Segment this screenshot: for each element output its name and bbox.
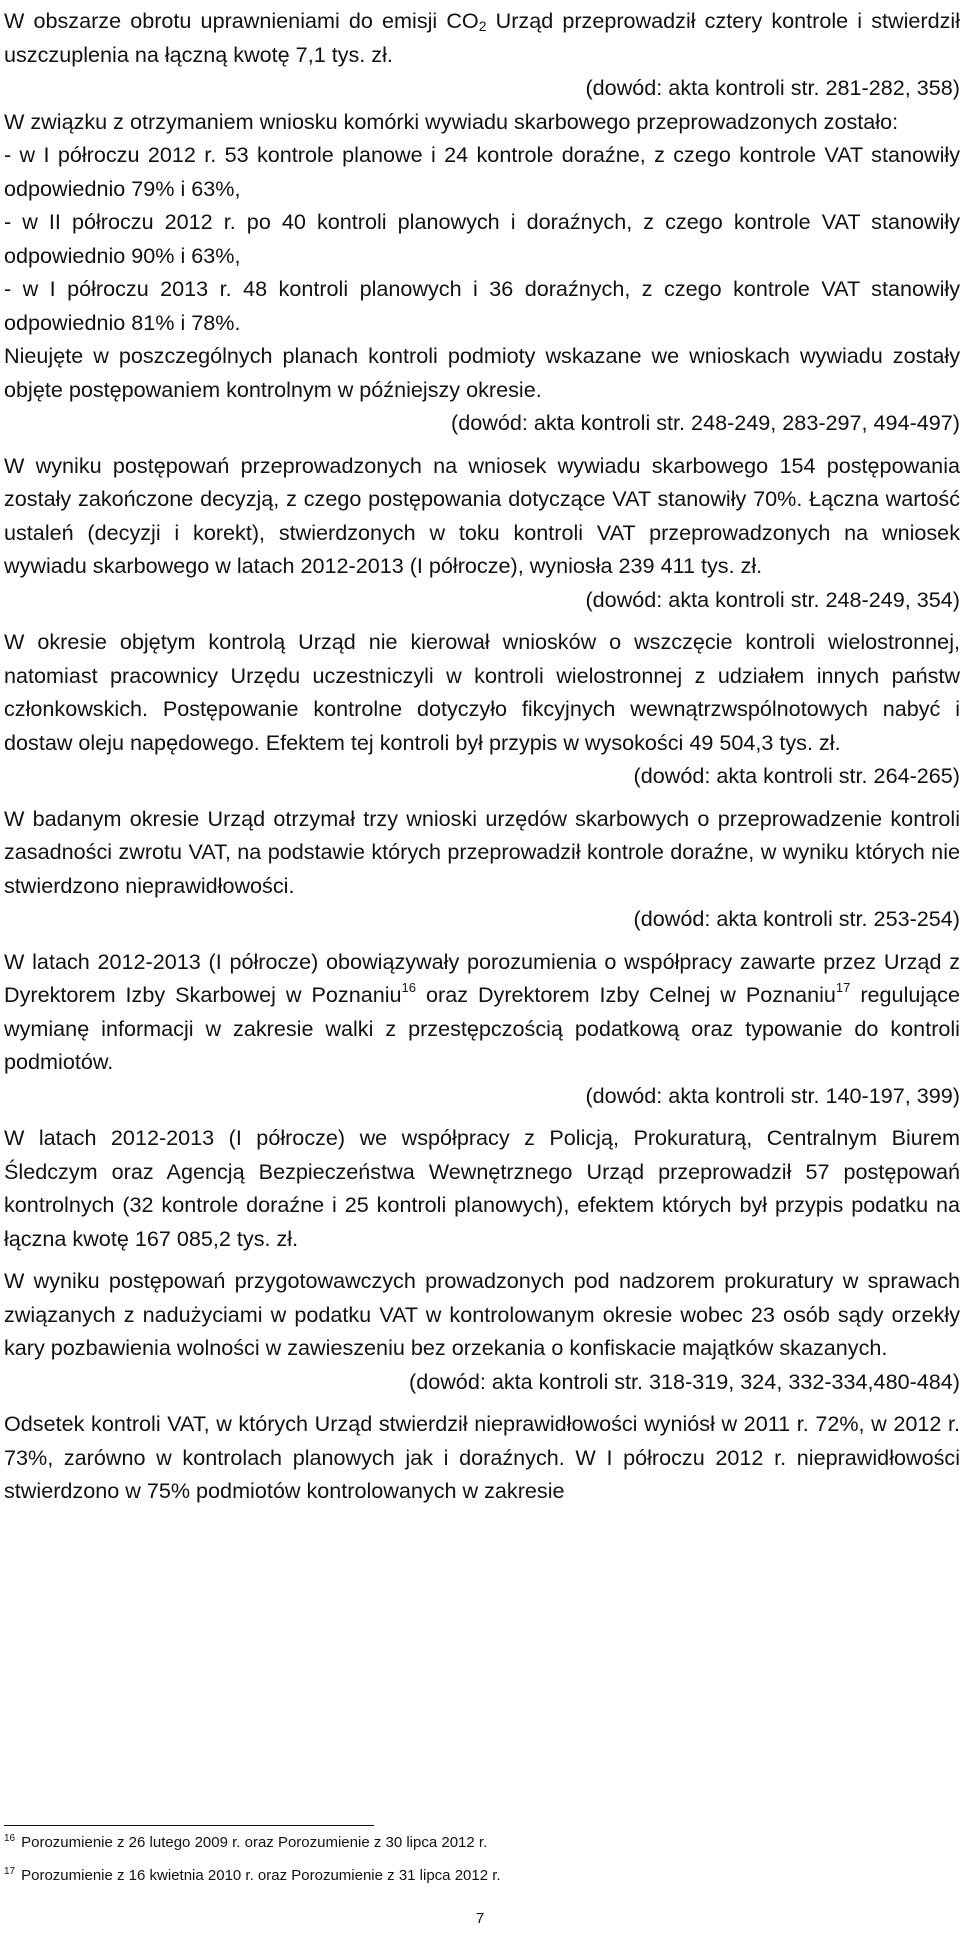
paragraph-unplanned: Nieujęte w poszczególnych planach kontroli podmioty wskazane we wnioskach wywiadu zostały objęte postępowaniem kontrolnym w późniejszy okresie. [4, 343, 960, 402]
evidence-reference: (dowód: akta kontroli str. 264-265) [633, 763, 960, 788]
paragraph-co2 [4, 4, 960, 71]
evidence-reference: (dowód: akta kontroli str. 140-197, 399) [585, 1082, 960, 1108]
footnote-divider [4, 1825, 374, 1826]
evidence-reference: (dowód: akta kontroli str. 253-254) [633, 906, 960, 931]
footnote-text: Porozumienie z 26 lutego 2009 r. oraz Porozumienie z 30 lipca 2012 r. [21, 1834, 488, 1851]
text: oraz Dyrektorem Izby Celnej w Poznaniu [416, 982, 836, 1007]
paragraph-prosecution: W wyniku postępowań przygotowawczych prowadzonych pod nadzorem prokuratury w sprawach związanych z nadużyciami w podatku VAT w kontrolowanym okresie wobec 23 osób sądy orzekły kary pozbawienia wolności w zawieszeniu bez orzekania o konfiskacie majątków skazanych. [4, 1268, 960, 1360]
paragraph-irregularities: Odsetek kontroli VAT, w których Urząd stwierdził nieprawidłowości wyniósł w 2011 r. 72%, w 2012 r. 73%, zarówno w kontrolach planowych jak i doraźnych. W I półroczu 2012 r. nieprawidłowości stwierdzono w 75% podmiotów kontrolowanych w zakresie [4, 1411, 960, 1503]
footnote-ref: 17 [835, 980, 851, 995]
evidence-reference: (dowód: akta kontroli str. 248-249, 354) [585, 586, 960, 612]
list-item-h2-2012: - w II półroczu 2012 r. po 40 kontroli planowych i doraźnych, z czego kontrole VAT stanowiły odpowiednio 90% i 63%, [4, 209, 960, 268]
list-item-h1-2013: - w I półroczu 2013 r. 48 kontroli planowych i 36 doraźnych, z czego kontrole VAT stanowiły odpowiednio 81% i 78%. [4, 276, 960, 335]
text: W latach 2012-2013 (I półrocze) obowiązywały porozumienia o współpracy zawarte przez Urząd z Dyrektorem Izby Skarbowej w Poznaniu [4, 948, 960, 1007]
document-page [4, 4, 960, 1508]
footnote [4, 1833, 487, 1853]
paragraph-requests: W badanym okresie Urząd otrzymał trzy wnioski urzędów skarbowych o przeprowadzenie kontroli zasadności zwrotu VAT, na podstawie których przeprowadził kontrole doraźne, w wyniku których nie stwierdzono nieprawidłowości. [4, 805, 960, 898]
footnote [4, 1866, 501, 1886]
evidence-reference: (dowód: akta kontroli str. 281-282, 358) [585, 75, 960, 100]
list-item-h1-2012: - w I półroczu 2012 r. 53 kontrole planowe i 24 kontrole doraźne, z czego kontrole VAT stanowiły odpowiednio 79% i 63%, [4, 142, 960, 201]
paragraph-decisions: W wyniku postępowań przeprowadzonych na wniosek wywiadu skarbowego 154 postępowania zostały zakończone decyzją, z czego postępowania dotyczące VAT stanowiły 70%. Łączna wartość ustaleń (decyzji i korekt), stwierdzonych w toku kontroli VAT przeprowadzonych na wniosek wywiadu skarbowego w latach 2012-2013 (I półrocze), wyniosła 239 411 tys. zł. [4, 452, 960, 578]
paragraph-multilateral: W okresie objętym kontrolą Urząd nie kierował wniosków o wszczęcie kontroli wielostronnej, natomiast pracownicy Urzędu uczestniczyli w kontroli wielostronnej z udziałem innych państw członkowskich. Postępowanie kontrolne dotyczyło fikcyjnych wewnątrzwspólnotowych nabyć i dostaw oleju napędowego. Efektem tej kontroli był przypis w wysokości 49 504,3 tys. zł. [4, 629, 960, 755]
evidence-reference: (dowód: akta kontroli str. 248-249, 283-297, 494-497) [451, 410, 960, 435]
page-number: 7 [475, 1910, 485, 1927]
subscript: 2 [478, 18, 487, 34]
text: Urząd przeprowadził cztery kontrole i stwierdził uszczuplenia na łączną kwotę 7,1 tys. zł. [4, 8, 960, 67]
footnote-ref: 16 [401, 980, 417, 995]
footnote-number: 16 [4, 1833, 16, 1844]
paragraph-cooperation: W latach 2012-2013 (I półrocze) we współpracy z Policją, Prokuraturą, Centralnym Biurem Śledczym oraz Agencją Bezpieczeństwa Wewnętrznego Urząd przeprowadził 57 postępowań kontrolnych (32 kontrole doraźne i 25 kontroli planowych), efektem których był przypis podatku na łączna kwotę 167 085,2 tys. zł. [4, 1125, 960, 1251]
evidence-reference: (dowód: akta kontroli str. 318-319, 324, 332-334,480-484) [409, 1368, 960, 1394]
text: W obszarze obrotu uprawnieniami do emisji CO [4, 8, 479, 33]
footnote-number: 17 [4, 1866, 16, 1877]
footnote-text: Porozumienie z 16 kwietnia 2010 r. oraz Porozumienie z 31 lipca 2012 r. [21, 1867, 501, 1884]
paragraph-intel-intro: W związku z otrzymaniem wniosku komórki wywiadu skarbowego przeprowadzonych zostało: [4, 108, 899, 134]
text: regulujące wymianę informacji w zakresie walki z przestępczością podatkową oraz typowanie do kontroli podmiotów. [4, 982, 960, 1074]
paragraph-agreements [4, 945, 960, 1079]
